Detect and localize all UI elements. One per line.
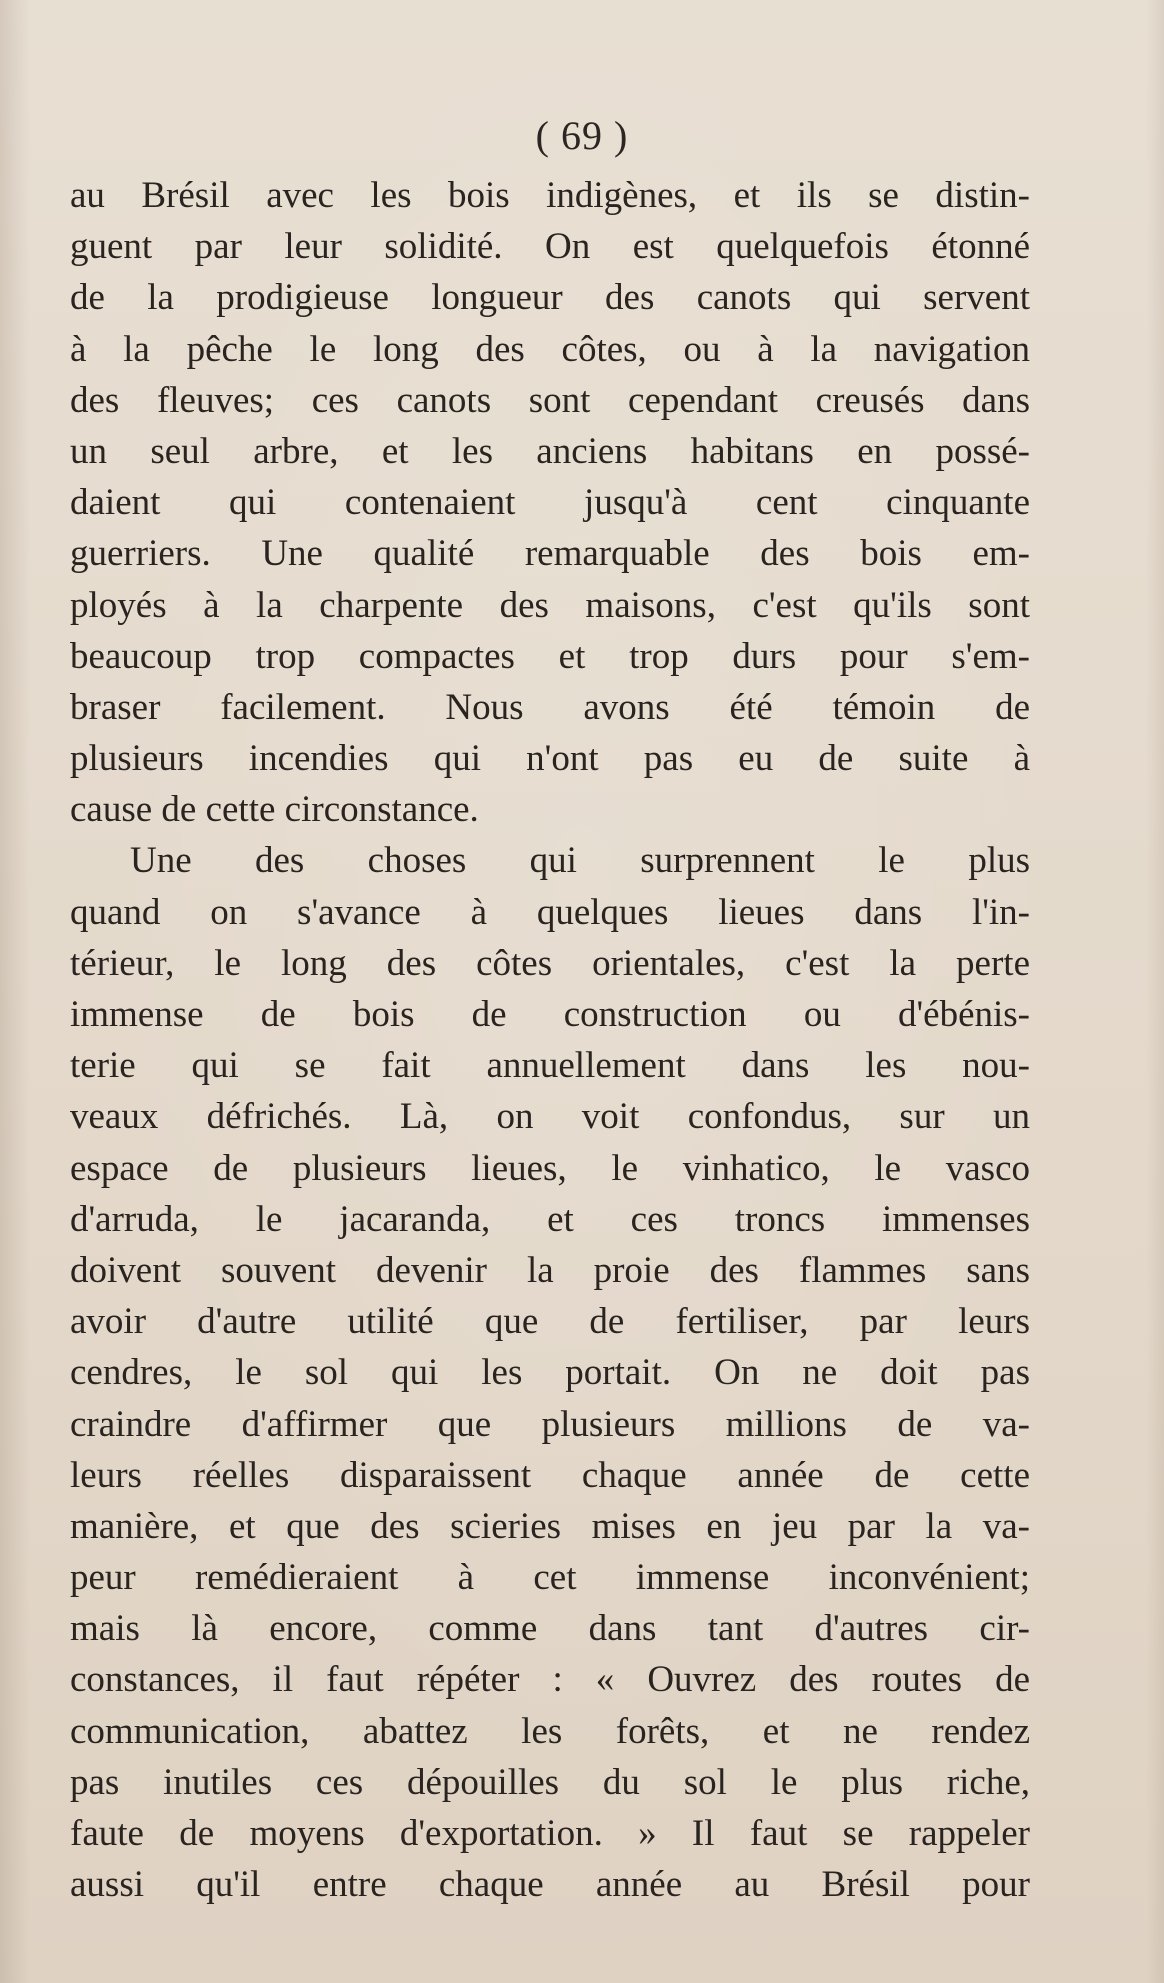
text-line: manière, et que des scieries mises en jeu par la va- <box>70 1505 1030 1547</box>
text-line: cause de cette circonstance. <box>70 789 479 831</box>
paragraph-first-line: Une des choses qui surprennent le plus <box>130 840 1030 882</box>
text-line: plusieurs incendies qui n'ont pas eu de suite à <box>70 738 1030 780</box>
text-line: pas inutiles ces dépouilles du sol le plus riche, <box>70 1761 1030 1803</box>
text-line: au Brésil avec les bois indigènes, et ils se distin- <box>70 175 1030 216</box>
text-line: espace de plusieurs lieues, le vinhatico, le vasco <box>70 1147 1030 1189</box>
text-line: braser facilement. Nous avons été témoin de <box>70 686 1030 728</box>
text-line: des fleuves; ces canots sont cependant creusés dans <box>70 379 1030 421</box>
text-line: peur remédieraient à cet immense inconvénient; <box>70 1557 1030 1599</box>
text-line: un seul arbre, et les anciens habitans en possé- <box>70 430 1030 472</box>
text-line: cendres, le sol qui les portait. On ne doit pas <box>70 1352 1030 1394</box>
text-line: immense de bois de construction ou d'ébénis- <box>70 994 1030 1035</box>
text-line: à la pêche le long des côtes, ou à la navigation <box>70 328 1030 370</box>
text-line: guent par leur solidité. On est quelquefois étonné <box>70 226 1030 268</box>
text-line: beaucoup trop compactes et trop durs pour s'em- <box>70 635 1030 677</box>
text-line: guerriers. Une qualité remarquable des bois em- <box>70 533 1030 575</box>
text-line: quand on s'avance à quelques lieues dans l'in- <box>70 891 1030 933</box>
text-line: aussi qu'il entre chaque année au Brésil pour <box>70 1864 1030 1906</box>
text-line: craindre d'affirmer que plusieurs millions de va- <box>70 1403 1030 1445</box>
page-edge-shadow-right <box>1146 0 1164 1983</box>
text-line: communication, abattez les forêts, et ne rendez <box>70 1710 1030 1752</box>
text-line: constances, il faut répéter : « Ouvrez des routes de <box>70 1659 1030 1701</box>
text-line: terie qui se fait annuellement dans les nou- <box>70 1045 1030 1087</box>
text-line: avoir d'autre utilité que de fertiliser, par leurs <box>70 1301 1030 1343</box>
text-line: veaux défrichés. Là, on voit confondus, sur un <box>70 1096 1030 1138</box>
text-line: mais là encore, comme dans tant d'autres cir- <box>70 1608 1030 1650</box>
text-line: leurs réelles disparaissent chaque année de cette <box>70 1454 1030 1496</box>
text-line: de la prodigieuse longueur des canots qui servent <box>70 277 1030 319</box>
text-line: doivent souvent devenir la proie des flammes sans <box>70 1249 1030 1291</box>
text-line: daient qui contenaient jusqu'à cent cinquante <box>70 482 1030 524</box>
text-line: ployés à la charpente des maisons, c'est qu'ils sont <box>70 584 1030 626</box>
text-line: d'arruda, le jacaranda, et ces troncs immenses <box>70 1198 1030 1240</box>
text-line: térieur, le long des côtes orientales, c'est la perte <box>70 942 1030 984</box>
page-number: ( 69 ) <box>535 113 629 158</box>
page-edge-shadow-left <box>0 0 30 1983</box>
text-line: faute de moyens d'exportation. » Il faut se rappeler <box>70 1813 1030 1854</box>
body-text <box>70 170 1030 1910</box>
